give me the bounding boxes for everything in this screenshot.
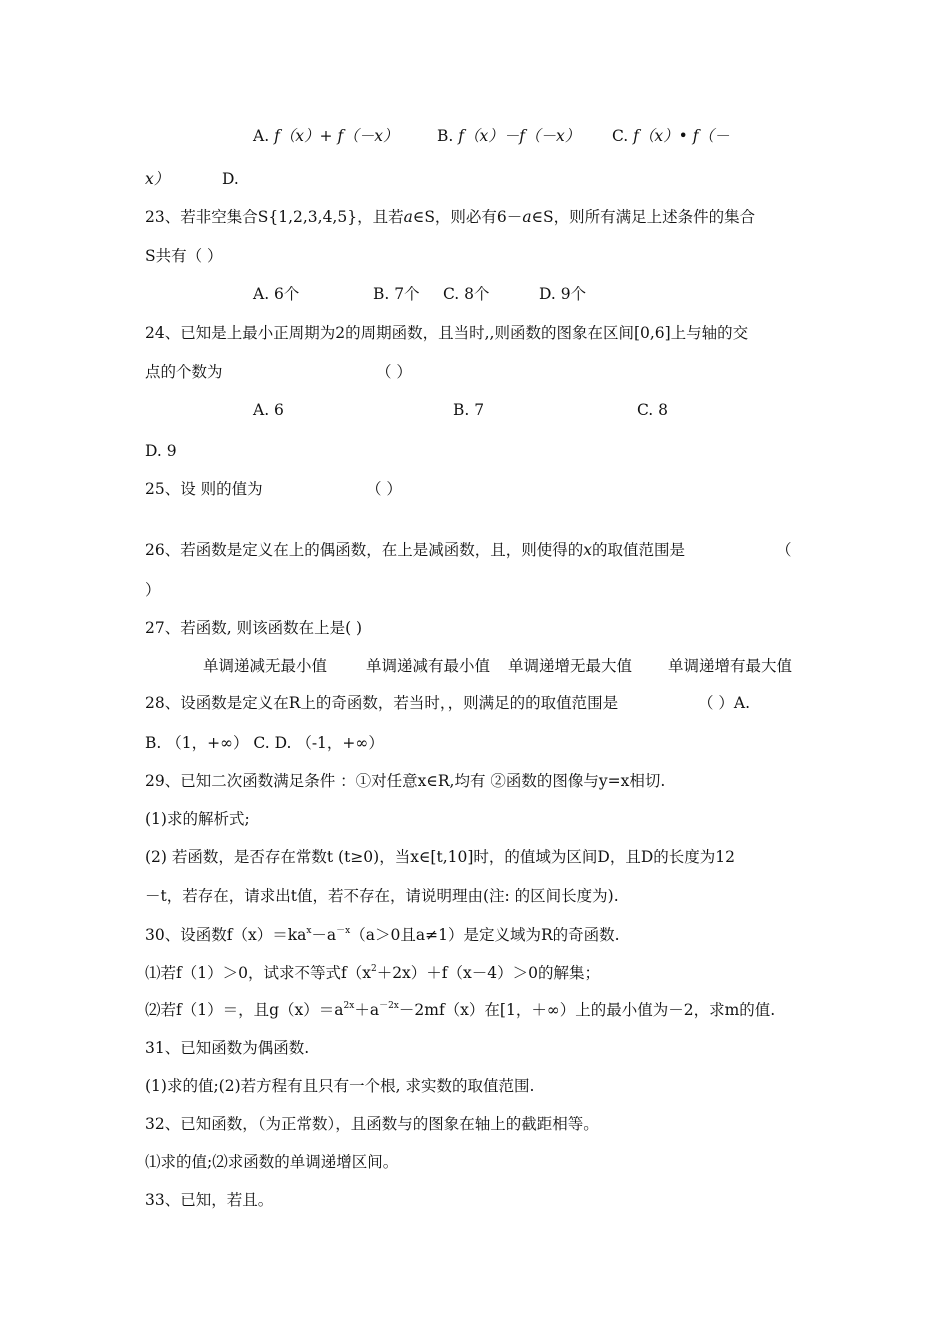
q22-option-b [437,126,580,146]
q26-stem [145,540,685,560]
q32-parts: ⑴求的值;⑵求函数的单调递增区间。 [145,1153,399,1171]
q30-part-1-sup: 2 [370,964,377,974]
q30-part-2 [145,1000,775,1020]
q30-text-1: 30、设函数f（x）＝ka [145,926,307,944]
q29-part-2: (2) 若函数，是否存在常数t (t≥0)，当x∈[t,10]时，的值域为区间D，且D的长度为12 [145,848,735,866]
q31-stem: 31、已知函数为偶函数. [145,1039,310,1057]
q30-text-3: （a＞0且a≠1）是定义域为R的奇函数. [350,926,620,944]
q26-paren-close: ） [145,581,161,599]
q23-text-1: 23、若非空集合S{1,2,3,4,5}，且若 [145,208,404,226]
q30-part-2-c: －2mf（x）在[1，＋∞）上的最小值为－2，求m的值. [398,1001,776,1019]
q27-option-a: 单调递减无最小值 [203,657,328,675]
q22-options [253,126,398,146]
q30-sup-2: －x [336,926,351,936]
q28-stem: 28、设函数是定义在R上的奇函数，若当时，，则满足的的取值范围是 [145,694,619,712]
q32-stem: 32、已知函数，（为正常数），且函数与的图象在轴上的截距相等。 [145,1115,599,1133]
q29-stem: 29、已知二次函数满足条件 ：①对任意x∈R,均有 ②函数的图像与y=x相切. [145,772,666,790]
q22-option-b-label: B. [437,127,459,145]
q30-part-2-a: ⑵若f（1）＝，且g（x）＝a [145,1001,344,1019]
q26-paren-open: （ [776,541,792,559]
q22-option-c [612,126,729,146]
q28-options: B. （1，+∞） C. D. （-1，+∞） [145,734,384,752]
q30-part-2-b: ＋a [354,1001,380,1019]
q29-part-2-cont: －t，若存在，请求出t值，若不存在，请说明理由(注: 的区间长度为). [145,887,619,905]
q22-option-a-label: A. [253,127,275,145]
q27-option-c: 单调递增无最大值 [508,657,633,675]
q24-option-d: D. 9 [145,442,177,460]
q23-text-3: ∈S，则所有满足上述条件的集合 [531,208,756,226]
q27-option-d: 单调递增有最大值 [668,657,793,675]
q26-text-1: 26、若函数是定义在上的偶函数，在上是减函数，且，则使得的 [145,541,584,559]
q22-cont-x: x） [145,170,170,188]
q30-text-2: －a [311,926,337,944]
q30-part-2-sup-2: －2x [379,1001,399,1011]
q25-paren: （ ） [366,480,402,498]
q23-stem-cont: S共有（ ） [145,247,223,265]
q23-stem [145,207,755,227]
q30-part-1-b: ＋2x）＋f（x－4）＞0的解集； [376,964,600,982]
q28-paren: （ ）A. [698,694,751,712]
q23-var-a-2: a [522,208,532,226]
q26-var-x: x [583,541,592,559]
q23-option-b: B. 7个 [373,285,420,303]
q24-option-c: C. 8 [637,401,669,419]
q30-sup-1: x [306,926,312,936]
q24-option-b: B. 7 [453,401,485,419]
q26-text-2: 的取值范围是 [591,541,685,559]
q27-stem: 27、若函数, 则该函数在上是( ) [145,619,363,637]
q22-option-c-cont [145,169,169,189]
q22-option-b-expr: f（x）－f（－x） [458,127,581,145]
q24-stem-cont: 点的个数为 [145,363,223,381]
q23-var-a-1: a [403,208,413,226]
q22-option-d: D. [222,170,239,188]
q23-option-a: A. 6个 [253,285,300,303]
q24-paren: （ ） [376,363,412,381]
q23-option-d: D. 9个 [539,285,587,303]
q27-option-b: 单调递减有最小值 [366,657,491,675]
q22-option-a: f（x）+ f（－x） [274,127,399,145]
q30-part-2-sup-1: 2x [343,1001,355,1011]
q29-part-1: (1)求的解析式; [145,810,250,828]
q30-stem [145,925,620,945]
q30-part-1-a: ⑴若f（1）＞0，试求不等式f（x [145,964,371,982]
q22-option-c-label: C. [612,127,634,145]
q30-part-1 [145,963,600,983]
q25-stem: 25、设 则的值为 [145,480,263,498]
q23-option-c: C. 8个 [443,285,490,303]
q23-text-2: ∈S，则必有6－ [412,208,523,226]
q24-stem: 24、已知是上最小正周期为2的周期函数，且当时,,则函数的图象在区间[0,6]上与轴的交 [145,324,749,342]
q22-option-c-expr: f（x）• f（－ [633,127,730,145]
q24-option-a: A. 6 [253,401,284,419]
q33-stem: 33、已知，若且。 [145,1191,274,1209]
q31-parts: (1)求的值;(2)若方程有且只有一个根, 求实数的取值范围. [145,1077,535,1095]
